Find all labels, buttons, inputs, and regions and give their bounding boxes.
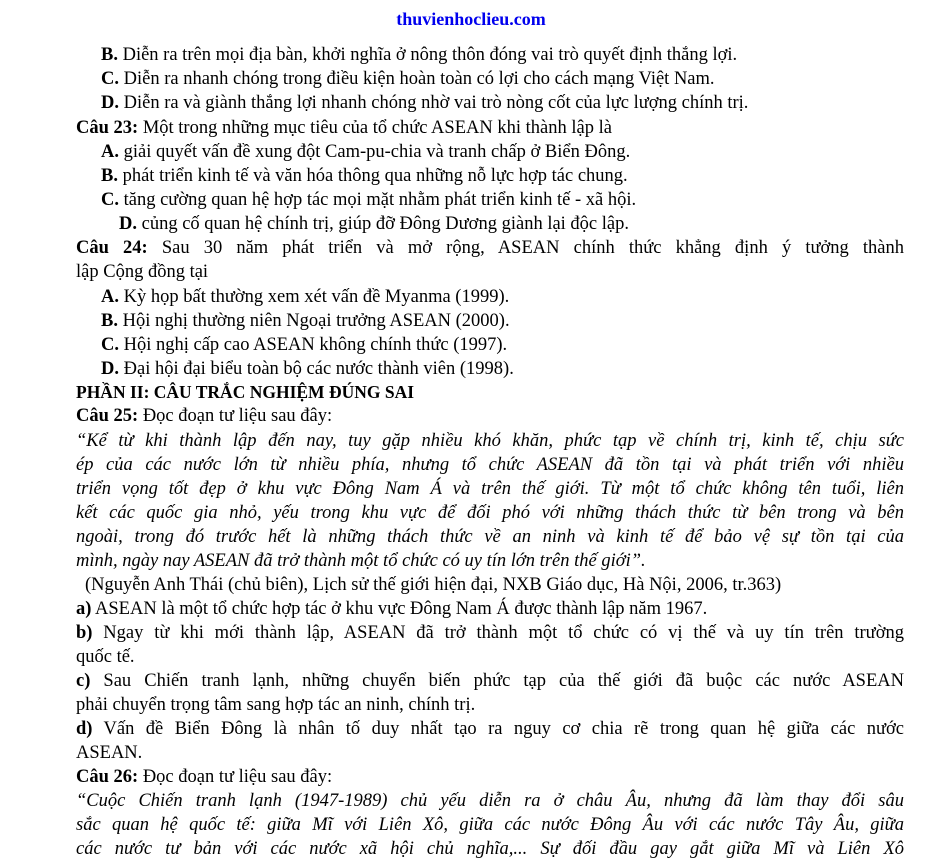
q25-statement-a xyxy=(76,597,904,621)
q22-option-d xyxy=(101,91,904,115)
section-heading: PHẦN II: CÂU TRẮC NGHIỆM ĐÚNG SAI xyxy=(76,382,415,402)
q25-statement-c-cont: phải chuyển trọng tâm sang hợp tác an ninh, chính trị. xyxy=(76,695,476,715)
q23-stem xyxy=(76,116,904,140)
q24-option-a xyxy=(101,285,904,309)
question-label: Câu 26: xyxy=(76,767,139,787)
statement-label: c) xyxy=(76,671,91,691)
option-text: Hội nghị cấp cao ASEAN không chính thức (1997). xyxy=(119,335,508,355)
option-text: phát triển kinh tế và văn hóa thông qua những nỗ lực hợp tác chung. xyxy=(117,166,628,186)
option-label: D. xyxy=(101,359,119,379)
q25-quote-line: mình, ngày nay ASEAN đã trở thành một tổ chức có uy tín lớn trên thế giới”. xyxy=(76,551,646,571)
option-label: D. xyxy=(101,93,119,113)
option-label: B. xyxy=(101,166,118,186)
option-text: giải quyết vấn đề xung đột Cam-pu-chia và tranh chấp ở Biển Đông. xyxy=(119,142,631,162)
statement-label: d) xyxy=(76,719,93,739)
option-text: Diễn ra và giành thắng lợi nhanh chóng nhờ vai trò nòng cốt của lực lượng chính trị. xyxy=(119,93,749,113)
q25-statement-b xyxy=(76,621,904,645)
option-label: D. xyxy=(119,214,137,234)
statement-label: a) xyxy=(76,599,92,619)
q22-option-c xyxy=(101,67,904,91)
site-watermark[interactable]: thuvienhoclieu.com xyxy=(396,9,546,29)
q24-option-b xyxy=(101,309,904,333)
q25-quote-line: ngoài, trong đó trước hết là những thách thức về an ninh và kinh tế để bảo vệ sự tồn tại của xyxy=(76,527,904,547)
option-label: A. xyxy=(101,142,119,162)
option-text: Kỳ họp bất thường xem xét vấn đề Myanma (1999). xyxy=(119,287,510,307)
q25-statement-b-cont: quốc tế. xyxy=(76,647,135,667)
option-text: củng cố quan hệ chính trị, giúp đỡ Đông Dương giành lại độc lập. xyxy=(137,214,629,234)
question-text: Một trong những mục tiêu của tổ chức ASEAN khi thành lập là xyxy=(138,118,612,138)
question-text: Sau 30 năm phát triển và mở rộng, ASEAN chính thức khẳng định ý tưởng thành xyxy=(147,238,904,258)
q25-quote-line: kết các quốc gia nhỏ, yếu trong khu vực để đối phó với những thách thức từ bên trong và bên xyxy=(76,503,904,523)
question-text: Đọc đoạn tư liệu sau đây: xyxy=(138,767,333,787)
option-text: Diễn ra trên mọi địa bàn, khởi nghĩa ở nông thôn đóng vai trò quyết định thắng lợi. xyxy=(117,45,738,65)
question-label: Câu 23: xyxy=(76,118,139,138)
statement-label: b) xyxy=(76,623,93,643)
q24-option-c xyxy=(101,333,904,357)
option-text: Đại hội đại biểu toàn bộ các nước thành viên (1998). xyxy=(119,359,514,379)
statement-text: ASEAN là một tổ chức hợp tác ở khu vực Đông Nam Á được thành lập năm 1967. xyxy=(91,599,708,619)
q26-quote-line: sắc quan hệ quốc tế: giữa Mĩ với Liên Xô, giữa các nước Đông Âu với các nước Tây Âu, giữa xyxy=(76,815,904,835)
q23-option-d xyxy=(119,212,904,236)
q23-option-b xyxy=(101,164,904,188)
option-label: C. xyxy=(101,190,119,210)
q25-quote-line: triển vọng tốt đẹp ở khu vực Đông Nam Á và trên thế giới. Từ một tổ chức không tên tuổi, liên xyxy=(76,479,904,499)
statement-text: Ngay từ khi mới thành lập, ASEAN đã trở thành một tổ chức có vị thế và uy tín trên trường xyxy=(92,623,904,643)
q23-option-a xyxy=(101,140,904,164)
q26-stem xyxy=(76,765,904,789)
statement-text: Vấn đề Biển Đông là nhân tố duy nhất tạo ra nguy cơ chia rẽ trong quan hệ giữa các nước xyxy=(92,719,904,739)
option-label: B. xyxy=(101,311,118,331)
q25-quote-line: “Kể từ khi thành lập đến nay, tuy gặp nhiều khó khăn, phức tạp về chính trị, kinh tế, chịu sức xyxy=(76,431,904,451)
question-label: Câu 25: xyxy=(76,406,139,426)
option-text: tăng cường quan hệ hợp tác mọi mặt nhằm phát triển kinh tế - xã hội. xyxy=(119,190,637,210)
q25-statement-d xyxy=(76,717,904,741)
option-label: C. xyxy=(101,335,119,355)
question-label: Câu 24: xyxy=(76,238,148,258)
q25-stem xyxy=(76,404,904,428)
option-text: Diễn ra nhanh chóng trong điều kiện hoàn toàn có lợi cho cách mạng Việt Nam. xyxy=(119,69,715,89)
q24-stem-cont: lập Cộng đồng tại xyxy=(76,262,209,282)
option-label: B. xyxy=(101,45,118,65)
statement-text: Sau Chiến tranh lạnh, những chuyển biến phức tạp của thế giới đã buộc các nước ASEAN xyxy=(90,671,904,691)
q25-source: (Nguyễn Anh Thái (chủ biên), Lịch sử thế giới hiện đại, NXB Giáo dục, Hà Nội, 2006, tr.363) xyxy=(85,575,782,595)
q24-option-d xyxy=(101,357,904,381)
question-text: Đọc đoạn tư liệu sau đây: xyxy=(138,406,333,426)
q23-option-c xyxy=(101,188,904,212)
q26-quote-line: các nước tư bản với các nước xã hội chủ nghĩa,... Sự đối đầu gay gắt giữa Mĩ và Liên Xô xyxy=(76,839,904,859)
option-label: C. xyxy=(101,69,119,89)
q25-statement-c xyxy=(76,669,904,693)
q26-quote-line: “Cuộc Chiến tranh lạnh (1947-1989) chủ yếu diễn ra ở châu Âu, nhưng đã làm thay đổi sâu xyxy=(76,791,904,811)
option-label: A. xyxy=(101,287,119,307)
q24-stem xyxy=(76,236,904,260)
q22-option-b xyxy=(101,43,904,67)
q25-quote-line: ép của các nước lớn từ nhiều phía, nhưng tổ chức ASEAN đã tồn tại và phát triển với nhiều xyxy=(76,455,904,475)
q25-statement-d-cont: ASEAN. xyxy=(76,743,143,763)
option-text: Hội nghị thường niên Ngoại trưởng ASEAN (2000). xyxy=(117,311,510,331)
